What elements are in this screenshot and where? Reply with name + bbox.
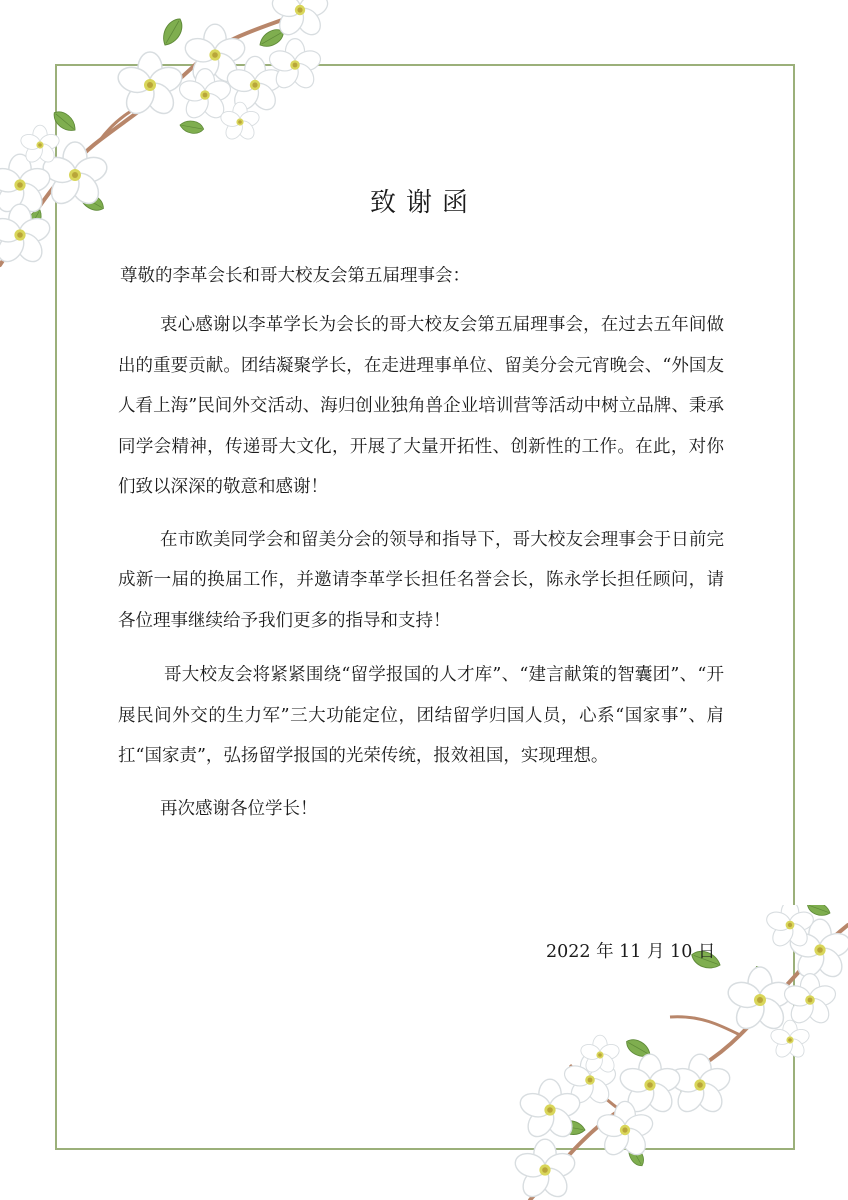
top-left-flower-branch: [0, 0, 340, 290]
paragraph-closing: 再次感谢各位学长！: [160, 798, 318, 819]
letter-salutation: 尊敬的李革会长和哥大校友会第五届理事会：: [120, 266, 470, 286]
letter-title: 致谢函: [369, 188, 478, 218]
letter-body: [118, 305, 724, 829]
paragraph-transition: 在市欧美同学会和留美分会的领导和指导下，哥大校友会理事会于日前完成新一届的换届工作，并邀请李革学长担任名誉会长，陈永学长担任顾问，请各位理事继续给予我们更多的指导和支持！: [118, 529, 724, 631]
letter-date: 2022 年 11 月 10 日: [546, 942, 716, 962]
paragraph-thanks: 衷心感谢以李革学长为会长的哥大校友会第五届理事会，在过去五年间做出的重要贡献。团结凝聚学长，在走进理事单位、留美分会元宵晚会、“外国友人看上海”民间外交活动、海归创业独角兽企业培训营等活动中树立品牌、秉承同学会精神，传递哥大文化，开展了大量开拓性、创新性的工作。在此，对你们致以深深的敬意和感谢！: [118, 315, 724, 497]
paragraph-mission: 哥大校友会将紧紧围绕“留学报国的人才库”、“建言献策的智囊团”、“开展民间外交的生力军”三大功能定位，团结留学归国人员，心系“国家事”、肩扛“国家责”，弘扬留学报国的光荣传统，报效祖国，实现理想。: [118, 665, 724, 766]
